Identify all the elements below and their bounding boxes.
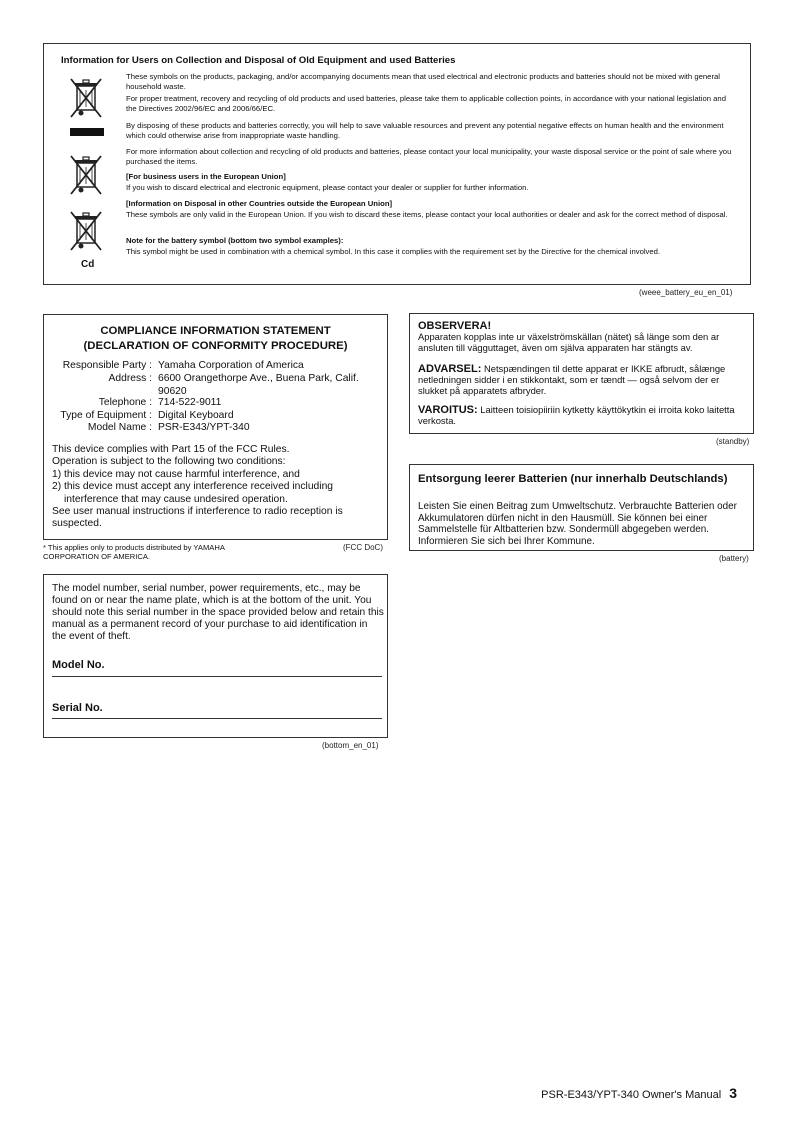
compliance-title — [44, 324, 387, 354]
finnish-warning-text: Laitteen toisiopiiriin kytketty käyttökytkin ei irroita koko laitetta verkosta. — [418, 404, 735, 426]
crossed-bin-icon — [68, 209, 104, 253]
weee-outside-heading: [Information on Disposal in other Countries outside the European Union] — [126, 199, 393, 208]
weee-doc-code: (weee_battery_eu_en_01) — [639, 288, 733, 297]
weee-disposal-box — [43, 43, 751, 285]
bottom-doc-code: (bottom_en_01) — [322, 741, 379, 750]
crossed-bin-icon — [68, 76, 104, 120]
model-number-line — [52, 676, 382, 677]
page-footer — [541, 1085, 737, 1101]
danish-warning — [418, 364, 748, 396]
fcc-line: 1) this device may not cause harmful interference, and — [52, 468, 300, 480]
weee-title: Information for Users on Collection and Disposal of Old Equipment and used Batteries — [61, 55, 456, 66]
field-value: Digital Keyboard — [158, 410, 234, 421]
model-serial-box — [43, 574, 388, 738]
finnish-warning — [418, 405, 748, 427]
field-value: 6600 Orangethorpe Ave., Buena Park, Calif. 90620 — [158, 373, 359, 397]
crossed-bin-icon — [68, 153, 104, 197]
model-number-label: Model No. — [52, 659, 105, 671]
danish-warning-heading: ADVARSEL: — [418, 363, 482, 375]
swedish-warning — [418, 321, 748, 353]
weee-paragraph: For more information about collection and recycling of old products and batteries, please contact your local municipality, your waste disposal service or the point of sale where you purchased the items. — [126, 147, 732, 166]
field-label: Type of Equipment : — [60, 410, 152, 421]
standby-warning-box — [409, 313, 754, 434]
fcc-compliance-text — [52, 444, 382, 531]
finnish-warning-heading: VAROITUS: — [418, 404, 478, 416]
field-label: Address : — [108, 373, 152, 384]
fcc-line: 2) this device must accept any interference received including — [52, 481, 334, 493]
weee-eu-heading: [For business users in the European Union] — [126, 172, 286, 181]
weee-outside-text: These symbols are only valid in the European Union. If you wish to discard these items, please contact your local authorities or dealer and ask for the correct method of disposal. — [126, 210, 728, 219]
field-value: 714-522-9011 — [158, 397, 222, 408]
serial-number-line — [52, 718, 382, 719]
compliance-footnote: * This applies only to products distributed by YAMAHA CORPORATION OF AMERICA. — [43, 543, 225, 561]
field-label: Responsible Party : — [62, 360, 152, 371]
swedish-warning-text: Apparaten kopplas inte ur växelströmskällan (nätet) så länge som den ar ansluten till vägguttaget, även om själva apparaten har stängts av. — [418, 330, 720, 353]
battery-disposal-box — [409, 464, 754, 551]
swedish-warning-heading: OBSERVERA! — [418, 320, 492, 332]
weee-paragraph: By disposing of these products and batteries correctly, you will help to save valuable resources and prevent any potential negative effects on human health and the environment which could otherwise arise from inappropriate waste handling. — [126, 121, 724, 140]
cd-chemical-label: Cd — [81, 259, 95, 270]
standby-doc-code: (standby) — [716, 437, 750, 446]
fcc-line: This device complies with Part 15 of the FCC Rules. — [52, 444, 290, 455]
battery-title: Entsorgung leerer Batterien (nur innerhalb Deutschlands) — [418, 473, 728, 485]
field-label: Telephone : — [98, 397, 152, 408]
weee-paragraph: For proper treatment, recovery and recycling of old products and used batteries, please take them to applicable collection points, in accordance with your national legislation and the Directives 2002/96/EC and 2006/66/EC. — [126, 94, 726, 113]
compliance-title-line: COMPLIANCE INFORMATION STATEMENT — [100, 325, 331, 337]
fcc-doc-code: (FCC DoC) — [343, 543, 383, 552]
model-serial-instructions: The model number, serial number, power requirements, etc., may be found on or near the name plate, which is at the bottom of the unit. You should note this serial number in the space provided below and retain this manual as a permanent record of your purchase to aid identification in the event of theft. — [52, 583, 384, 643]
weee-note-text: This symbol might be used in combination with a chemical symbol. In this case it complies with the requirement set by the Directive for the chemical involved. — [126, 247, 661, 256]
battery-text: Leisten Sie einen Beitrag zum Umweltschutz. Verbrauchte Batterien oder Akkumulatoren dürfen nicht in den Hausmüll. Sie können bei einer Sammelstelle für Altbatterien bzw. Sondermüll abgegeben werden. Informieren Sie sich bei Ihrer Kommune. — [418, 501, 737, 547]
weee-note-heading: Note for the battery symbol (bottom two symbol examples): — [126, 236, 344, 245]
fcc-line: Operation is subject to the following two conditions: — [52, 456, 286, 468]
danish-warning-text: Netspændingen til dette apparat er IKKE afbrudt, sålænge netledningen sidder i en stikkontakt, som er tændt — også selvom der er slukket på apparatets afbryder. — [418, 363, 726, 396]
fcc-line: See user manual instructions if interference to radio reception is suspected. — [52, 506, 343, 530]
field-value: Yamaha Corporation of America — [158, 360, 304, 371]
black-bar-icon — [70, 128, 104, 136]
fcc-line: interference that may cause undesired operation. — [64, 493, 288, 505]
compliance-title-line: (DECLARATION OF CONFORMITY PROCEDURE) — [83, 340, 348, 352]
compliance-statement-box — [43, 314, 388, 540]
weee-eu-text: If you wish to discard electrical and electronic equipment, please contact your dealer or supplier for further information. — [126, 183, 529, 192]
battery-doc-code: (battery) — [719, 554, 749, 563]
field-value: PSR-E343/YPT-340 — [158, 422, 250, 433]
field-label: Model Name : — [87, 422, 152, 433]
page-number: 3 — [729, 1085, 737, 1101]
serial-number-label: Serial No. — [52, 702, 103, 714]
manual-title: PSR-E343/YPT-340 Owner's Manual — [541, 1089, 722, 1101]
weee-paragraph: These symbols on the products, packaging, and/or accompanying documents mean that used electrical and electronic products and batteries should not be mixed with general household waste. — [126, 72, 720, 91]
